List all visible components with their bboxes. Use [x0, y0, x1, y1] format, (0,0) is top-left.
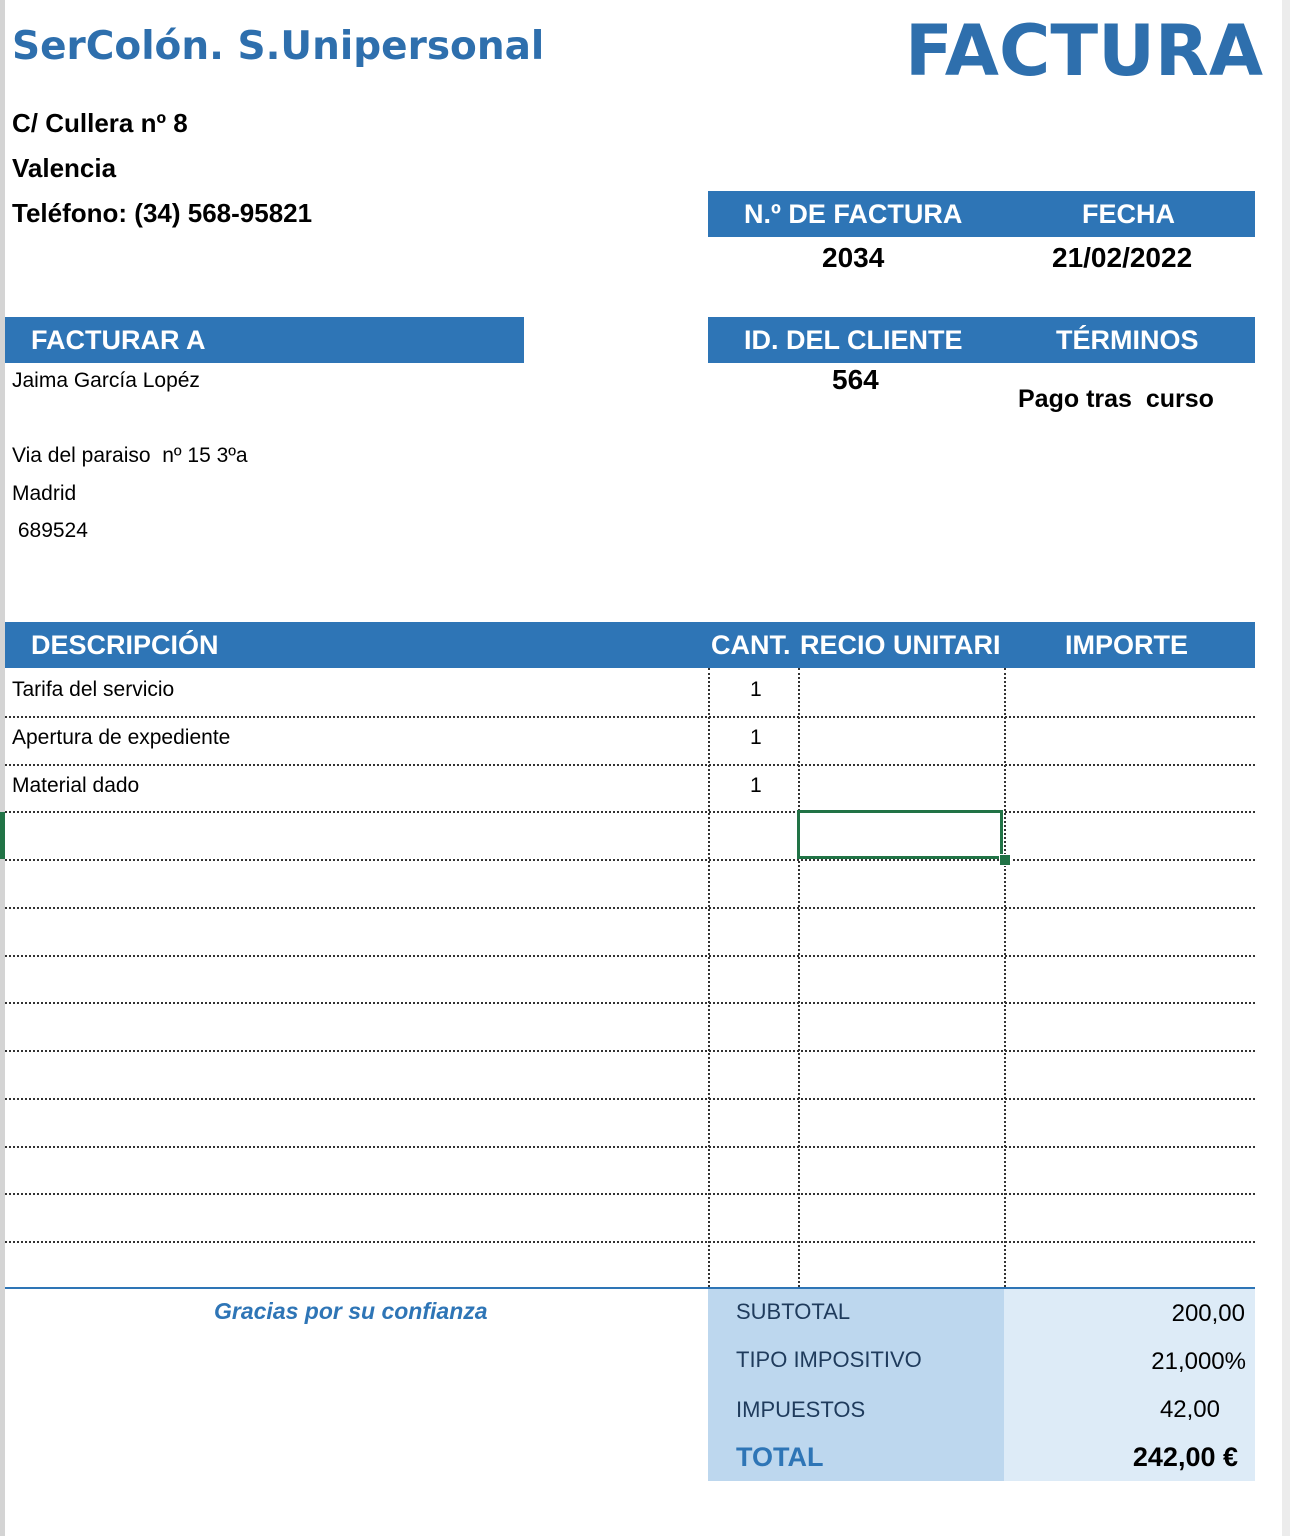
- taxes-label: IMPUESTOS: [736, 1397, 866, 1422]
- item-description[interactable]: Tarifa del servicio: [12, 678, 175, 701]
- total-label: TOTAL: [736, 1442, 824, 1472]
- client-id-label: ID. DEL CLIENTE: [744, 325, 963, 355]
- client-id[interactable]: 564: [832, 364, 879, 395]
- document-title: FACTURA: [905, 10, 1263, 92]
- subtotal-label: SUBTOTAL: [736, 1299, 851, 1324]
- bill-to-label: FACTURAR A: [31, 325, 206, 355]
- company-city: Valencia: [12, 153, 117, 183]
- payment-terms[interactable]: Pago tras curso: [1018, 385, 1214, 413]
- column-divider: [1004, 668, 1006, 1287]
- sheet-right-edge: [1282, 0, 1290, 1536]
- row-divider: [5, 1098, 1255, 1100]
- terms-label: TÉRMINOS: [1056, 325, 1199, 355]
- company-name: SerColón. S.Unipersonal: [12, 24, 545, 69]
- row-divider: [5, 811, 1255, 813]
- row-divider: [5, 907, 1255, 909]
- column-description: DESCRIPCIÓN: [31, 630, 219, 660]
- active-cell-selection[interactable]: [797, 810, 1003, 859]
- column-unit-price: RECIO UNITARI: [800, 630, 1001, 660]
- item-quantity[interactable]: 1: [750, 726, 762, 749]
- subtotal-value[interactable]: 200,00: [1171, 1300, 1245, 1327]
- item-quantity[interactable]: 1: [750, 774, 762, 797]
- item-quantity[interactable]: 1: [750, 678, 762, 701]
- tax-rate-value[interactable]: 21,000%: [1151, 1348, 1246, 1375]
- client-name[interactable]: Jaima García Lopéz: [12, 369, 200, 392]
- row-divider: [5, 1193, 1255, 1195]
- active-row-marker: [0, 812, 5, 859]
- date-label: FECHA: [1082, 199, 1175, 229]
- bill-to-header: [5, 317, 524, 363]
- items-table-header: [5, 622, 1255, 668]
- row-divider: [5, 955, 1255, 957]
- invoice-date[interactable]: 21/02/2022: [1052, 242, 1193, 273]
- row-divider: [5, 1241, 1255, 1243]
- row-divider: [5, 716, 1255, 718]
- company-street: C/ Cullera nº 8: [12, 108, 188, 138]
- column-quantity: CANT.: [711, 630, 791, 660]
- thanks-message: Gracias por su confianza: [214, 1298, 488, 1324]
- client-phone[interactable]: 689524: [12, 519, 88, 542]
- invoice-number-label: N.º DE FACTURA: [744, 199, 963, 229]
- item-description[interactable]: Material dado: [12, 774, 140, 797]
- row-divider: [5, 1146, 1255, 1148]
- total-value[interactable]: 242,00 €: [1132, 1442, 1238, 1472]
- sheet-left-edge: [0, 0, 5, 1536]
- fill-handle[interactable]: [999, 854, 1011, 866]
- column-divider: [708, 668, 710, 1287]
- client-terms-header: [708, 317, 1255, 363]
- column-divider: [798, 668, 800, 1287]
- client-city[interactable]: Madrid: [12, 482, 77, 505]
- invoice-number[interactable]: 2034: [822, 242, 885, 273]
- tax-rate-label: TIPO IMPOSITIVO: [736, 1347, 922, 1372]
- column-amount: IMPORTE: [1065, 630, 1189, 660]
- row-divider: [5, 859, 1255, 861]
- invoice-number-date-header: [708, 191, 1255, 237]
- taxes-value[interactable]: 42,00: [1159, 1396, 1220, 1423]
- client-address[interactable]: Via del paraiso nº 15 3ºa: [12, 444, 248, 467]
- company-phone: Teléfono: (34) 568-95821: [12, 198, 313, 228]
- row-divider: [5, 1002, 1255, 1004]
- item-description[interactable]: Apertura de expediente: [12, 726, 231, 749]
- row-divider: [5, 1050, 1255, 1052]
- row-divider: [5, 764, 1255, 766]
